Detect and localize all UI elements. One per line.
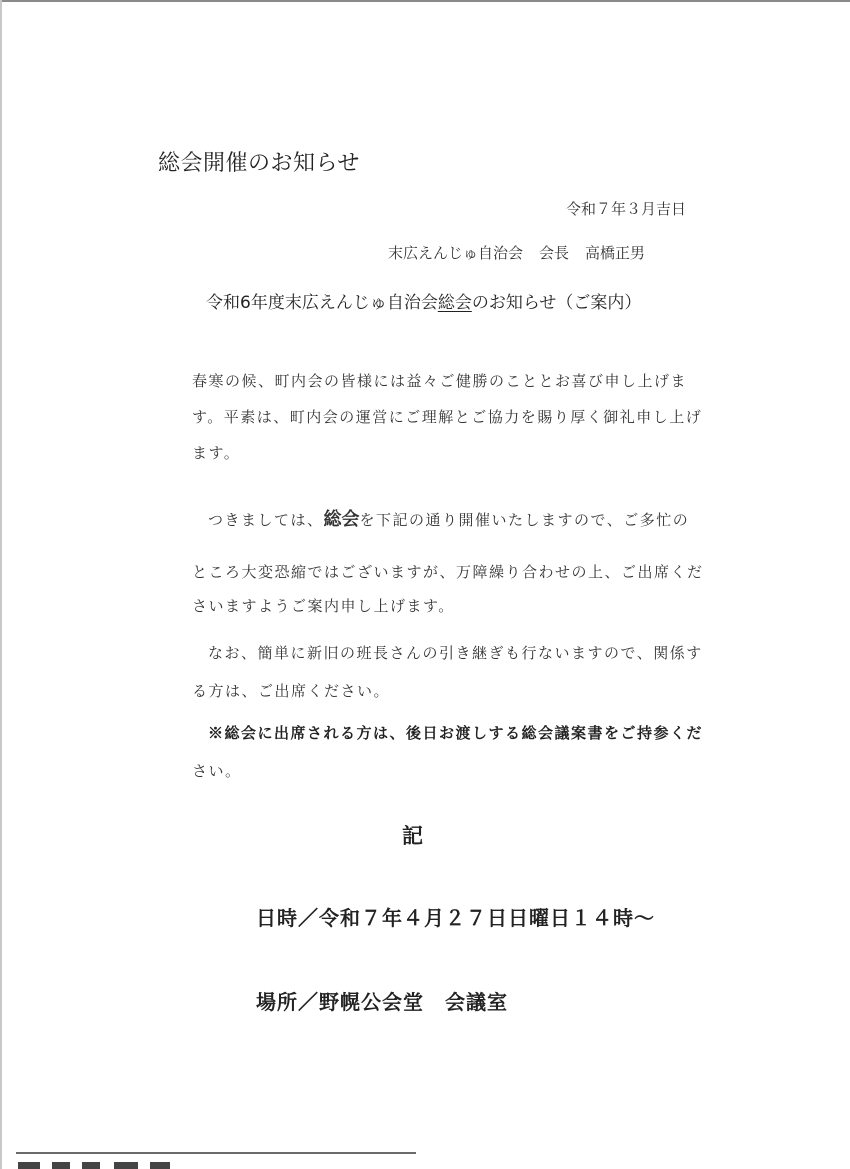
author-name: 高橋正男	[585, 244, 646, 262]
note-line: さい。	[192, 762, 242, 780]
subject-prefix: 令和6年度末広えんじゅ自治会	[206, 293, 438, 313]
additional-paragraph	[192, 642, 702, 702]
greeting-paragraph	[192, 370, 702, 460]
document-date: 令和７年３月吉日	[566, 200, 687, 218]
document-subject	[206, 288, 641, 313]
notice-line	[208, 505, 689, 531]
notice-line: さいますようご案内申し上げます。	[192, 597, 455, 615]
document-title: 総会開催のお知らせ	[158, 151, 360, 176]
note-line: ※総会に出席される方は、後日お渡しする総会議案書をご持参くだ	[208, 724, 704, 742]
greeting-line: す。平素は、町内会の運営にご理解とご協力を賜り厚く御礼申し上げ	[192, 408, 703, 426]
notice-text-after: を下記の通り開催いたしますので、ご多忙の	[359, 511, 690, 529]
scan-footer-marks	[18, 1162, 178, 1169]
additional-line: なお、簡単に新旧の班長さんの引き継ぎも行ないますので、関係す	[208, 644, 703, 662]
notice-paragraph	[192, 505, 702, 615]
note-paragraph	[192, 722, 702, 782]
scan-footer-line	[16, 1152, 416, 1154]
notice-emphasis: 総会	[323, 509, 360, 530]
greeting-line: ます。	[192, 444, 241, 462]
document-author	[388, 242, 645, 263]
additional-line: る方は、ご出席ください。	[192, 682, 391, 700]
author-role: 会長	[539, 244, 570, 262]
greeting-line: 春寒の候、町内会の皆様には益々ご健勝のこととお喜び申し上げま	[192, 372, 688, 390]
record-heading: 記	[402, 824, 423, 848]
notice-text-before: つきましては、	[208, 511, 324, 529]
meeting-datetime: 日時／令和７年４月２７日日曜日１４時～	[256, 906, 655, 930]
notice-line: ところ大変恐縮ではございますが、万障繰り合わせの上、ご出席くだ	[192, 563, 704, 581]
subject-suffix: のお知らせ（ご案内）	[471, 293, 642, 313]
scan-edge-top	[0, 0, 850, 2]
meeting-venue: 場所／野幌公会堂 会議室	[256, 990, 508, 1014]
author-organization: 末広えんじゅ自治会	[388, 244, 524, 262]
subject-underlined: 総会	[437, 293, 472, 313]
scan-edge-left	[0, 0, 2, 1169]
